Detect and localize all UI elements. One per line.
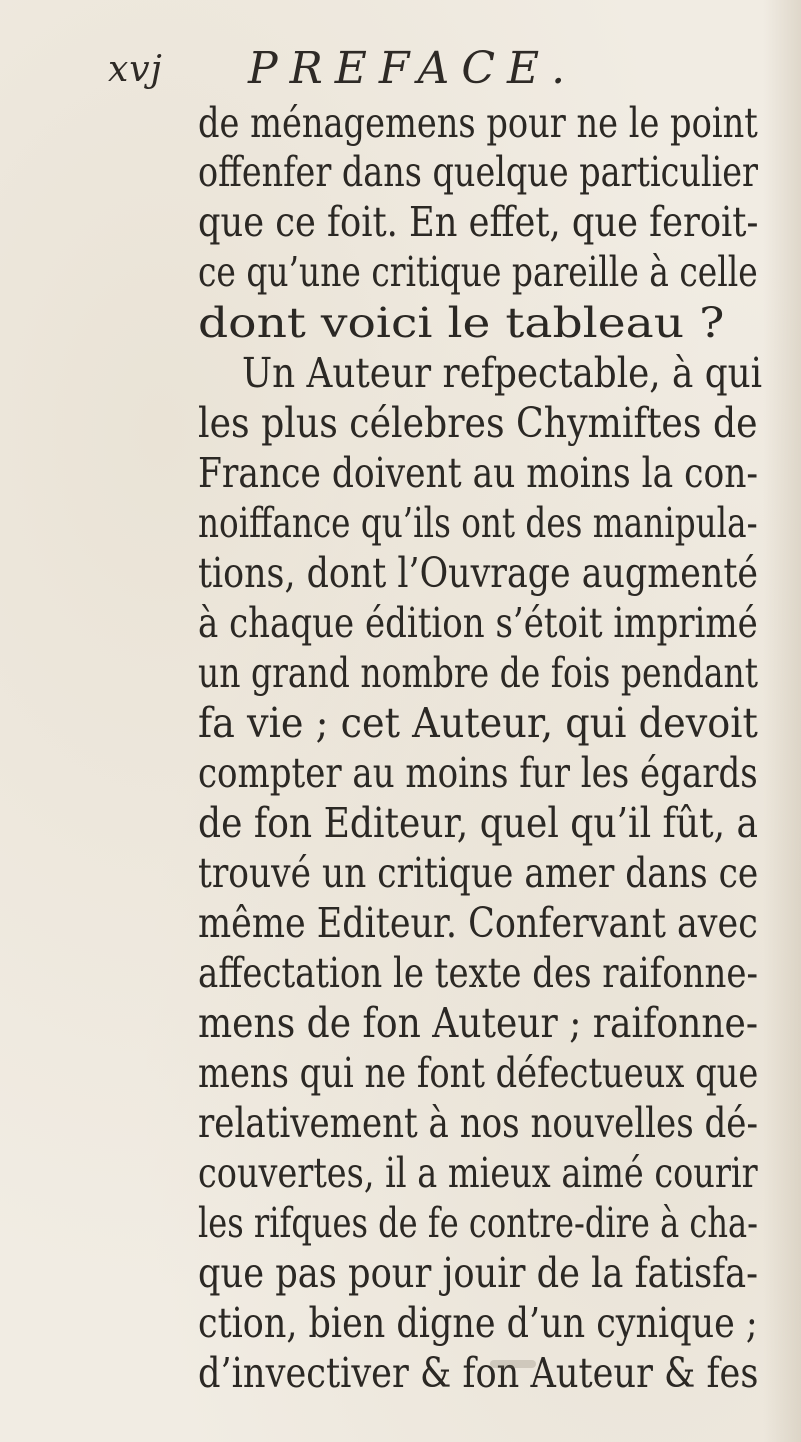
- text-line: trouvé un critique amer dans ce: [198, 849, 759, 897]
- text-line: d’invectiver & fon Auteur & fes: [198, 1349, 759, 1397]
- running-title: PREFACE.: [248, 43, 578, 94]
- text-line: mens de fon Auteur ; raifonne-: [198, 999, 759, 1047]
- text-line: un grand nombre de fois pendant: [198, 649, 758, 697]
- text-line: Un Auteur refpectable, à qui: [242, 349, 763, 397]
- text-line: mens qui ne font défectueux que: [198, 1049, 759, 1097]
- text-line: relativement à nos nouvelles dé-: [198, 1099, 758, 1147]
- text-line: fa vie ; cet Auteur, qui devoit: [198, 699, 758, 747]
- ink-smudge: [490, 1360, 536, 1368]
- text-line: couvertes, il a mieux aimé courir: [198, 1149, 758, 1197]
- text-line: compter au moins fur les égards: [198, 749, 758, 797]
- text-line: ce qu’une critique pareille à celle: [198, 248, 758, 296]
- text-line: les plus célebres Chymiftes de: [198, 399, 758, 447]
- text-line: affectation le texte des raifonne-: [198, 949, 758, 997]
- text-line: France doivent au moins la con-: [198, 449, 759, 497]
- text-line: même Editeur. Confervant avec: [198, 899, 758, 947]
- text-line: que ce foit. En effet, que feroit-: [198, 198, 759, 246]
- text-line: à chaque édition s’étoit imprimé: [198, 599, 758, 647]
- text-line: tions, dont l’Ouvrage augmenté: [198, 549, 758, 597]
- text-line: que pas pour jouir de la fatisfa-: [198, 1249, 759, 1297]
- text-line: offenfer dans quelque particulier: [198, 148, 759, 196]
- text-line: ction, bien digne d’un cynique ;: [198, 1299, 758, 1347]
- text-line: de ménagemens pour ne le point: [198, 99, 758, 147]
- text-line: de fon Editeur, quel qu’il fût, a: [198, 799, 759, 847]
- text-line: les rifques de fe contre-dire à cha-: [198, 1199, 758, 1247]
- text-line: dont voici le tableau ?: [198, 299, 725, 347]
- page-number: xvj: [108, 49, 163, 90]
- text-line: noiffance qu’ils ont des manipula-: [198, 499, 758, 547]
